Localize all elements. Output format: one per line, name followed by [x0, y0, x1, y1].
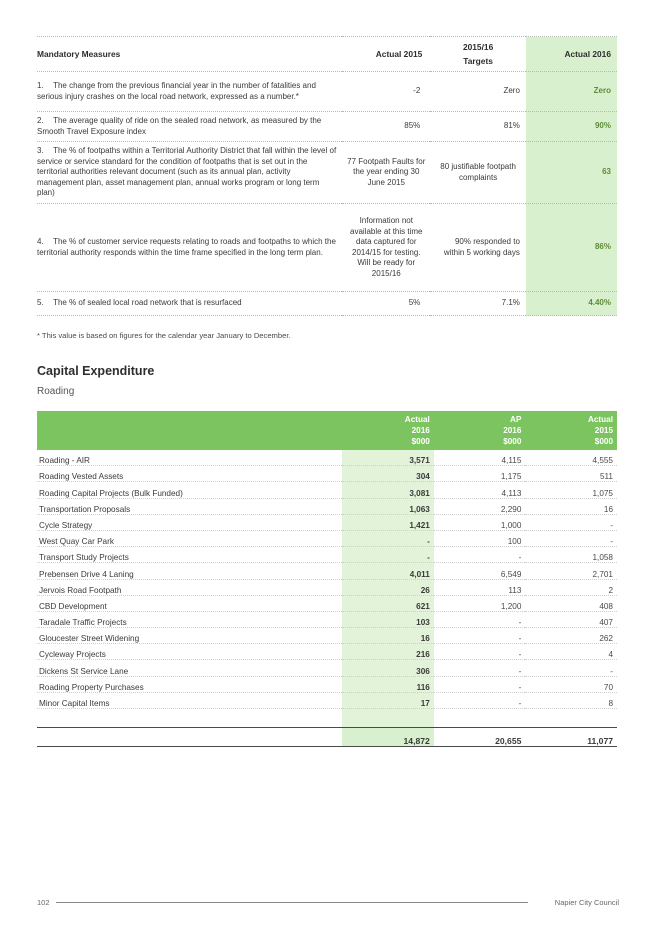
capex-header-actual-2015-year: 2015: [594, 426, 613, 435]
capex-ap-2016: -: [434, 611, 526, 627]
measure-number: 1.: [37, 81, 44, 90]
capex-ap-2016: -: [434, 547, 526, 563]
capex-ap-2016: -: [434, 660, 526, 676]
measure-number: 5.: [37, 298, 44, 308]
measure-row: [37, 142, 617, 204]
capex-row: [37, 676, 617, 692]
capex-ap-2016: -: [434, 692, 526, 708]
capex-row: [37, 547, 617, 563]
capex-actual-2015: 407: [525, 611, 617, 627]
section-title: Capital Expenditure: [37, 364, 155, 378]
capex-header-ap-2016-label: AP: [510, 415, 522, 424]
mandatory-measures-table: [37, 36, 617, 316]
capex-actual-2015: -: [525, 514, 617, 530]
capex-spacer-row: [37, 709, 617, 728]
capex-header-actual-2016-year: 2016: [411, 426, 430, 435]
capex-actual-2016: 103: [342, 611, 434, 627]
capex-actual-2016: -: [342, 547, 434, 563]
capex-item-name: Dickens St Service Lane: [37, 660, 342, 676]
capex-item-name: Roading Capital Projects (Bulk Funded): [37, 482, 342, 498]
measures-header-targets-label: Targets: [463, 56, 493, 66]
capex-item-name: Minor Capital Items: [37, 692, 342, 708]
measure-number: 3.: [37, 146, 44, 156]
capex-item-name: Taradale Traffic Projects: [37, 611, 342, 627]
capex-item-name: Roading - AIR: [37, 450, 342, 466]
measures-header-actual-2016: Actual 2016: [526, 37, 617, 72]
footer-organization: Napier City Council: [554, 898, 619, 907]
capex-actual-2016: 216: [342, 644, 434, 660]
capex-ap-2016: 113: [434, 579, 526, 595]
measure-description: [37, 292, 342, 316]
capex-actual-2015: 2: [525, 579, 617, 595]
capex-actual-2016: 3,571: [342, 450, 434, 466]
measure-text: The change from the previous financial year in the number of fatalities and serious injury crashes on the local road network, expressed as a number.*: [37, 81, 316, 101]
section-subtitle: Roading: [37, 386, 75, 397]
capex-header-actual-2016-label: Actual: [404, 415, 430, 424]
capex-header-actual-2015-unit: $000: [594, 437, 613, 446]
capex-actual-2015: 1,058: [525, 547, 617, 563]
measure-actual-2016: 63: [526, 142, 617, 204]
capex-item-name: Roading Property Purchases: [37, 676, 342, 692]
capex-row: [37, 450, 617, 466]
measure-description: [37, 204, 342, 292]
footnote: * This value is based on figures for the calendar year January to December.: [37, 331, 291, 340]
capex-header-ap-2016-year: 2016: [503, 426, 522, 435]
measure-description: [37, 142, 342, 204]
capex-ap-2016: -: [434, 628, 526, 644]
capex-actual-2016: 306: [342, 660, 434, 676]
capex-actual-2016: 621: [342, 595, 434, 611]
capital-expenditure-table: [37, 411, 617, 747]
measure-row: [37, 204, 617, 292]
measure-text: The % of sealed local road network that is resurfaced: [53, 298, 242, 308]
measures-header-targets-year: 2015/16: [462, 41, 494, 52]
capex-row: [37, 498, 617, 514]
measures-header-targets: [430, 37, 526, 72]
capex-header-name: [37, 411, 342, 450]
capex-item-name: Cycle Strategy: [37, 514, 342, 530]
capex-actual-2016: 1,063: [342, 498, 434, 514]
capex-row: [37, 611, 617, 627]
capex-item-name: Cycleway Projects: [37, 644, 342, 660]
measure-text: The average quality of ride on the sealed road network, as measured by the Smooth Travel Exposure index: [37, 116, 322, 136]
capex-actual-2016: -: [342, 530, 434, 546]
capex-actual-2015: 511: [525, 466, 617, 482]
measures-header-description: Mandatory Measures: [37, 37, 342, 72]
measure-target: 81%: [430, 112, 526, 142]
capex-actual-2015: 16: [525, 498, 617, 514]
measure-row: [37, 72, 617, 112]
capex-actual-2016: 17: [342, 692, 434, 708]
measure-target: 80 justifiable footpath complaints: [430, 142, 526, 204]
capex-actual-2015: -: [525, 530, 617, 546]
capex-actual-2015: 70: [525, 676, 617, 692]
capex-ap-2016: 1,200: [434, 595, 526, 611]
measure-target: Zero: [430, 72, 526, 112]
capex-ap-2016: 4,115: [434, 450, 526, 466]
capex-item-name: Transport Study Projects: [37, 547, 342, 563]
measure-actual-2016: 90%: [526, 112, 617, 142]
capex-actual-2015: -: [525, 660, 617, 676]
capex-row: [37, 530, 617, 546]
footer-divider: [56, 902, 528, 903]
capex-ap-2016: 1,175: [434, 466, 526, 482]
capex-actual-2016: 16: [342, 628, 434, 644]
measure-actual-2015: 77 Footpath Faults for the year ending 30 June 2015: [342, 142, 430, 204]
measures-header-actual-2015: Actual 2015: [342, 37, 430, 72]
capex-total-actual-2015: 11,077: [525, 728, 617, 747]
measure-text: The % of footpaths within a Territorial Authority District that fall within the level of service or service standard for the condition of footpaths that is set out in the territorial authorities relevant document (such as its annual plan, activity management plan, asset management plan, annual works program or long term plan): [37, 146, 337, 198]
capex-header-actual-2015: [525, 411, 617, 450]
capex-row: [37, 466, 617, 482]
capex-actual-2015: 1,075: [525, 482, 617, 498]
capex-total-ap-2016: 20,655: [434, 728, 526, 747]
capex-ap-2016: 4,113: [434, 482, 526, 498]
capex-item-name: CBD Development: [37, 595, 342, 611]
capex-row: [37, 595, 617, 611]
measure-row: [37, 292, 617, 316]
capex-actual-2016: 26: [342, 579, 434, 595]
capex-row: [37, 692, 617, 708]
capex-row: [37, 482, 617, 498]
capex-actual-2016: 1,421: [342, 514, 434, 530]
capex-header-actual-2016: [342, 411, 434, 450]
capex-actual-2015: 262: [525, 628, 617, 644]
capex-header-ap-2016-unit: $000: [503, 437, 522, 446]
capex-ap-2016: -: [434, 676, 526, 692]
capex-actual-2016: 116: [342, 676, 434, 692]
measure-actual-2016: Zero: [526, 72, 617, 112]
measure-target: 7.1%: [430, 292, 526, 316]
capex-actual-2016: 3,081: [342, 482, 434, 498]
measure-description: [37, 72, 342, 112]
capex-actual-2015: 8: [525, 692, 617, 708]
capex-ap-2016: 2,290: [434, 498, 526, 514]
measure-actual-2016: 86%: [526, 204, 617, 292]
capex-row: [37, 628, 617, 644]
capex-row: [37, 579, 617, 595]
capex-item-name: Roading Vested Assets: [37, 466, 342, 482]
measure-description: [37, 112, 342, 142]
capex-total-label: [37, 728, 342, 747]
capex-actual-2015: 4: [525, 644, 617, 660]
capex-item-name: Prebensen Drive 4 Laning: [37, 563, 342, 579]
capex-ap-2016: 100: [434, 530, 526, 546]
capex-actual-2015: 2,701: [525, 563, 617, 579]
capex-header-actual-2015-label: Actual: [587, 415, 613, 424]
measure-actual-2016: 4.40%: [526, 292, 617, 316]
measures-header-row: [37, 37, 617, 72]
capex-item-name: Transportation Proposals: [37, 498, 342, 514]
capex-actual-2016: 4,011: [342, 563, 434, 579]
capex-ap-2016: 1,000: [434, 514, 526, 530]
capex-header-actual-2016-unit: $000: [411, 437, 430, 446]
capex-row: [37, 514, 617, 530]
measure-number: 2.: [37, 116, 44, 125]
capex-row: [37, 644, 617, 660]
measure-actual-2015: 5%: [342, 292, 430, 316]
capex-actual-2015: 408: [525, 595, 617, 611]
measure-number: 4.: [37, 237, 44, 246]
measure-actual-2015: -2: [342, 72, 430, 112]
capex-row: [37, 563, 617, 579]
capex-actual-2015: 4,555: [525, 450, 617, 466]
measure-actual-2015: 85%: [342, 112, 430, 142]
measure-text: The % of customer service requests relating to roads and footpaths to which the territorial authority responds within the time frame specified in the long term plan.: [37, 237, 336, 257]
capex-row: [37, 660, 617, 676]
capex-item-name: Jervois Road Footpath: [37, 579, 342, 595]
capex-header-ap-2016: [434, 411, 526, 450]
capex-actual-2016: 304: [342, 466, 434, 482]
page-number: 102: [37, 898, 50, 907]
measure-actual-2015: Information not available at this time data captured for 2014/15 for testing. Will be ready for 2015/16: [342, 204, 430, 292]
capex-total-actual-2016: 14,872: [342, 728, 434, 747]
capex-item-name: Gloucester Street Widening: [37, 628, 342, 644]
capex-header-row: [37, 411, 617, 450]
capex-ap-2016: 6,549: [434, 563, 526, 579]
measure-target: 90% responded to within 5 working days: [430, 204, 526, 292]
measure-row: [37, 112, 617, 142]
capex-ap-2016: -: [434, 644, 526, 660]
capex-item-name: West Quay Car Park: [37, 530, 342, 546]
capex-total-row: [37, 728, 617, 747]
